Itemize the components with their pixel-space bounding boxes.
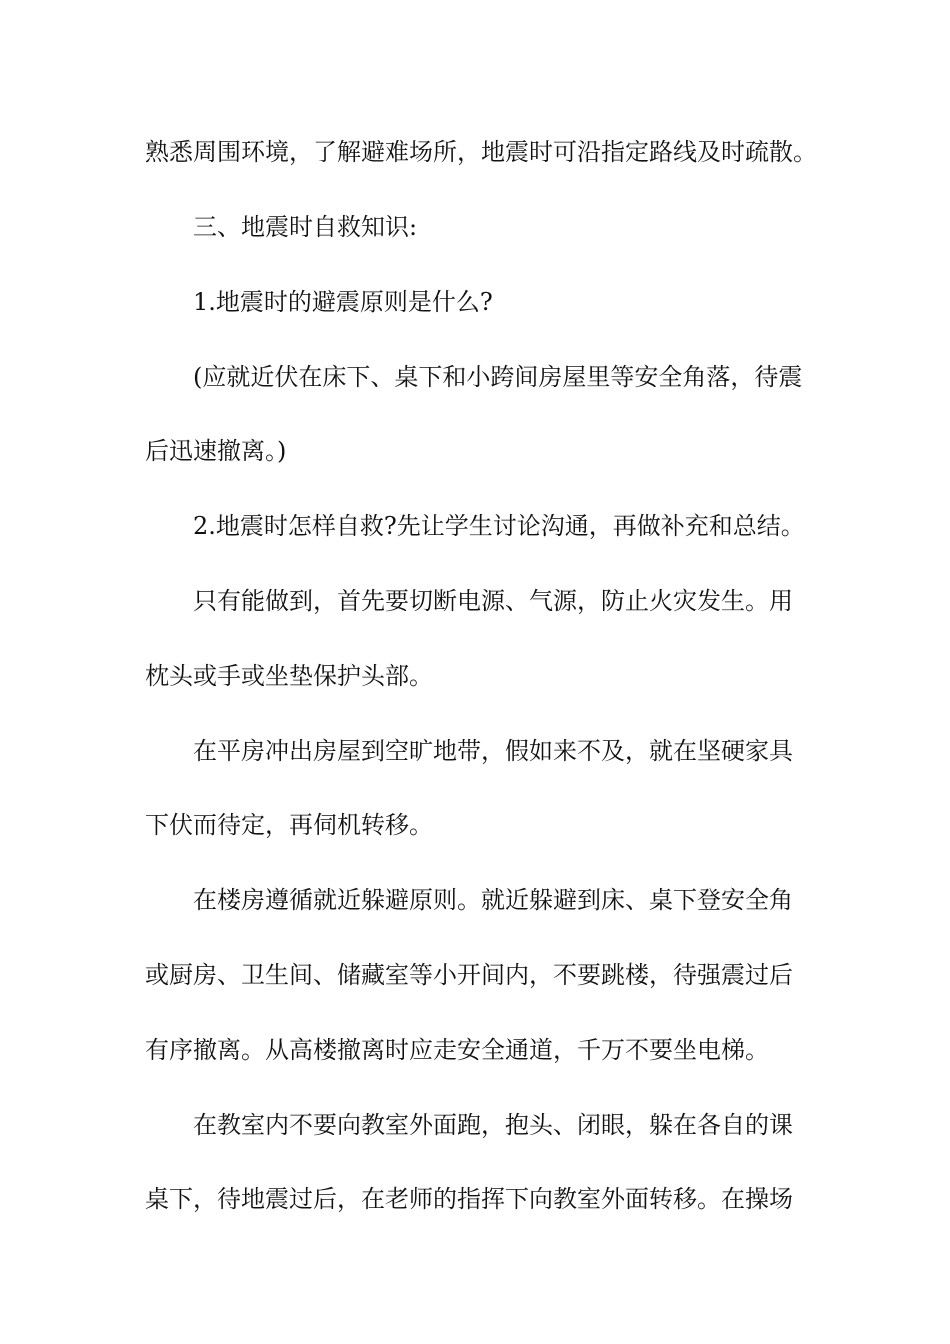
- paragraph-line: 在楼房遵循就近躲避原则。就近躲避到床、桌下登安全角: [193, 886, 793, 914]
- paragraph-line: 熟悉周围环境，了解避难场所，地震时可沿指定路线及时疏散。: [145, 138, 817, 166]
- question-heading: 2.地震时怎样自救?先让学生讨论沟通，再做补充和总结。: [193, 512, 805, 540]
- paragraph-line: 枕头或手或坐垫保护头部。: [145, 662, 433, 690]
- paragraph-line: 后迅速撤离。): [145, 437, 287, 465]
- paragraph-line: 或厨房、卫生间、储藏室等小开间内，不要跳楼，待强震过后: [145, 961, 793, 989]
- paragraph-line: 在教室内不要向教室外面跑，抱头、闭眼，躲在各自的课: [193, 1111, 793, 1139]
- section-heading: 三、地震时自救知识:: [193, 213, 418, 241]
- paragraph-line: 有序撤离。从高楼撤离时应走安全通道，千万不要坐电梯。: [145, 1036, 769, 1064]
- paragraph-line: 只有能做到，首先要切断电源、气源，防止火灾发生。用: [193, 587, 793, 615]
- paragraph-line: 在平房冲出房屋到空旷地带，假如来不及，就在坚硬家具: [193, 737, 793, 765]
- paragraph-line: 桌下，待地震过后，在老师的指挥下向教室外面转移。在操场: [145, 1185, 793, 1213]
- paragraph-line: 下伏而待定，再伺机转移。: [145, 811, 433, 839]
- paragraph-line: (应就近伏在床下、桌下和小跨间房屋里等安全角落，待震: [193, 363, 803, 391]
- question-heading: 1.地震时的避震原则是什么?: [193, 288, 493, 316]
